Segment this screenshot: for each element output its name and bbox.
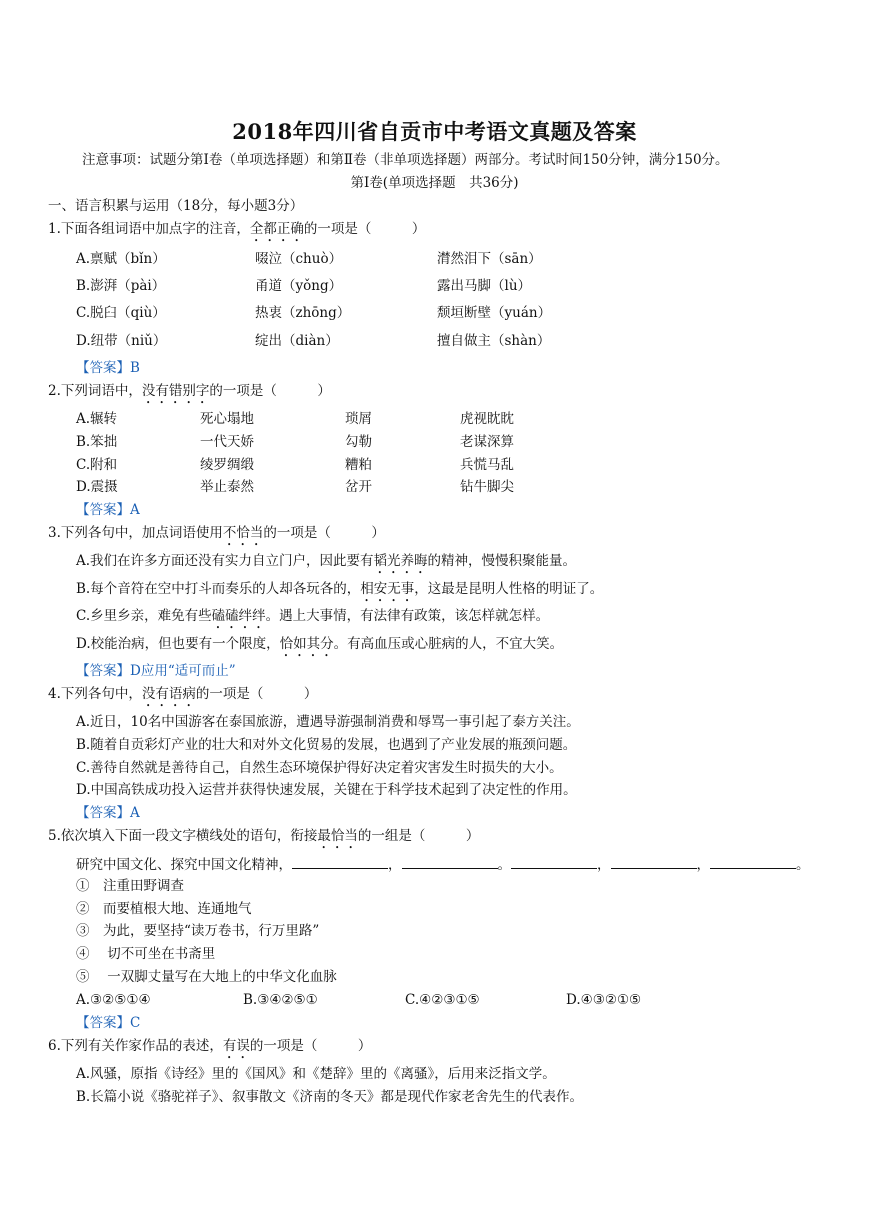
option-text: B.每个音符在空中打斗而奏乐的人却各玩各的， — [76, 581, 361, 597]
stem-part: 的一项是（ ） — [249, 1038, 372, 1054]
section-heading: 一、语言积累与运用（18分，每小题3分） — [48, 198, 304, 214]
blank-line — [511, 855, 597, 869]
option-cell: 老谋深算 — [460, 434, 514, 450]
answer-3: 【答案】D应用“适可而止” — [76, 663, 236, 679]
question-6-stem — [48, 1037, 371, 1062]
question-5-item: ④ 切不可坐在书斋里 — [76, 946, 216, 962]
option-emphasis: 磕磕绊绊 — [211, 608, 266, 624]
stem-emphasis: 最恰当 — [317, 828, 358, 844]
stem-part: 5.依次填入下面一段文字横线处的语句，衔接 — [48, 828, 318, 844]
question-3-option-d — [76, 635, 563, 660]
question-6-option-a: A.风骚，原指《诗经》里的《国风》和《楚辞》里的《离骚》，后用来泛指文学。 — [76, 1066, 556, 1082]
option-cell: 钻牛脚尖 — [460, 479, 514, 495]
stem-part: 的一组是（ ） — [357, 828, 480, 844]
stem-part: 的一项是（ ） — [209, 383, 331, 399]
option-emphasis: 恰如其分 — [279, 636, 334, 652]
option-text: ，这最是昆明人性格的明证了。 — [414, 581, 604, 597]
choice: D.④③②①⑤ — [566, 992, 642, 1008]
choice: C.④②③①⑤ — [405, 992, 480, 1008]
option-cell: C.附和 — [76, 457, 118, 473]
question-4-stem — [48, 685, 317, 710]
question-4-option-b: B.随着自贡彩灯产业的壮大和对外文化贸易的发展，也遇到了产业发展的瓶颈问题。 — [76, 737, 577, 753]
question-3-option-c — [76, 607, 549, 632]
option-cell: 露出马脚（lù） — [437, 278, 532, 294]
option-cell: 勾勒 — [345, 434, 372, 450]
option-text: D.校能治病，但也要有一个限度， — [76, 636, 280, 652]
stem-part: 2.下列词语中， — [48, 383, 142, 399]
answer-5: 【答案】C — [76, 1015, 141, 1031]
question-5-item: ① 注重田野调查 — [76, 878, 184, 894]
option-cell: 绽出（diàn） — [255, 333, 339, 349]
question-1-stem — [48, 220, 425, 245]
stem-part: 的一项是（ ） — [195, 686, 318, 702]
question-6-option-b: B.长篇小说《骆驼祥子》、叙事散文《济南的冬天》都是现代作家老舍先生的代表作。 — [76, 1089, 583, 1105]
volume-heading: 第Ⅰ卷(单项选择题 共36分) — [350, 175, 519, 191]
question-5-item: ⑤ 一双脚丈量写在大地上的中华文化血脉 — [76, 969, 337, 985]
question-3-stem — [48, 524, 385, 549]
question-2-stem — [48, 382, 331, 407]
option-cell: 热衷（zhōng） — [255, 305, 351, 321]
question-4-option-a: A.近日，10名中国游客在泰国旅游，遭遇导游强制消费和辱骂一事引起了泰方关注。 — [76, 714, 580, 730]
choice: B.③④②⑤① — [243, 992, 318, 1008]
option-cell: 颓垣断壁（yuán） — [437, 305, 552, 321]
option-text: 。遇上大事情，有法律有政策，该怎样就怎样。 — [265, 608, 550, 624]
blank-line — [402, 855, 498, 869]
stem-emphasis: 有误 — [222, 1038, 250, 1054]
option-cell: 岔开 — [345, 479, 372, 495]
option-cell: B.笨拙 — [76, 434, 118, 450]
stem-part: 4.下列各句中， — [48, 686, 142, 702]
question-5-item: ② 而要植根大地、连通地气 — [76, 901, 252, 917]
option-cell: 死心塌地 — [200, 411, 254, 427]
option-cell: A.禀赋（bǐn） — [76, 251, 166, 267]
question-4-option-c: C.善待自然就是善待自己，自然生态环境保护得好决定着灾害发生时损失的大小。 — [76, 760, 563, 776]
option-cell: B.澎湃（pài） — [76, 278, 166, 294]
option-cell: 虎视眈眈 — [460, 411, 514, 427]
answer-1: 【答案】B — [76, 360, 140, 376]
option-cell: 甬道（yǒng） — [255, 278, 343, 294]
blank-line — [611, 855, 697, 869]
page-title: 2018年四川省自贡市中考语文真题及答案 — [232, 119, 637, 144]
option-cell: D.纽带（niǔ） — [76, 333, 167, 349]
option-cell: 糟粕 — [345, 457, 372, 473]
option-text: A.我们在许多方面还没有实力自立门户，因此要有 — [76, 553, 374, 569]
stem-emphasis: 没有语病 — [141, 686, 196, 702]
question-3-option-a — [76, 552, 576, 577]
option-cell: 绫罗绸缎 — [200, 457, 254, 473]
option-cell: 兵慌马乱 — [460, 457, 514, 473]
option-emphasis: 韬光养晦 — [373, 553, 428, 569]
answer-2: 【答案】A — [76, 502, 140, 518]
option-cell: 啜泣（chuò） — [255, 251, 343, 267]
stem-part: 的一项是（ ） — [263, 525, 385, 541]
option-cell: 一代天娇 — [200, 434, 254, 450]
option-emphasis: 相安无事 — [360, 581, 415, 597]
option-text: 的精神，慢慢积聚能量。 — [427, 553, 577, 569]
stem-emphasis: 全都正确 — [249, 221, 304, 237]
stem-part: 3.下列各句中，加点词语使用 — [48, 525, 223, 541]
option-cell: 擅自做主（shàn） — [437, 333, 551, 349]
option-cell: D.震摄 — [76, 479, 118, 495]
stem-part: 6.下列有关作家作品的表述， — [48, 1038, 223, 1054]
option-cell: 琐屑 — [345, 411, 372, 427]
option-cell: 潸然泪下（sān） — [437, 251, 542, 267]
stem-part: 1.下面各组词语中加点字的注音， — [48, 221, 250, 237]
stem-emphasis: 不恰当 — [222, 525, 264, 541]
question-5-passage: 研究中国文化、探究中国文化精神， ， 。 ， ， 。 — [76, 857, 810, 873]
stem-emphasis: 没有错别字 — [141, 383, 210, 399]
stem-part: 的一项是（ ） — [303, 221, 426, 237]
option-text: 。有高血压或心脏病的人，不宜大笑。 — [333, 636, 564, 652]
answer-4: 【答案】A — [76, 805, 140, 821]
question-4-option-d: D.中国高铁成功投入运营并获得快速发展，关键在于科学技术起到了决定性的作用。 — [76, 782, 577, 798]
blank-line — [710, 855, 796, 869]
blank-line — [292, 855, 388, 869]
passage-text: 研究中国文化、探究中国文化精神， — [76, 857, 292, 873]
question-3-option-b — [76, 580, 603, 605]
choice: A.③②⑤①④ — [76, 992, 151, 1008]
option-cell: A.辗转 — [76, 411, 118, 427]
option-text: C.乡里乡亲，难免有些 — [76, 608, 212, 624]
question-5-stem — [48, 827, 479, 852]
option-cell: C.脱臼（qiù） — [76, 305, 166, 321]
option-cell: 举止泰然 — [200, 479, 254, 495]
question-5-item: ③ 为此，要坚持“读万卷书，行万里路” — [76, 923, 320, 939]
notice-text: 注意事项：试题分第Ⅰ卷（单项选择题）和第Ⅱ卷（非单项选择题）两部分。考试时间150分钟，满分150分。 — [82, 152, 729, 168]
